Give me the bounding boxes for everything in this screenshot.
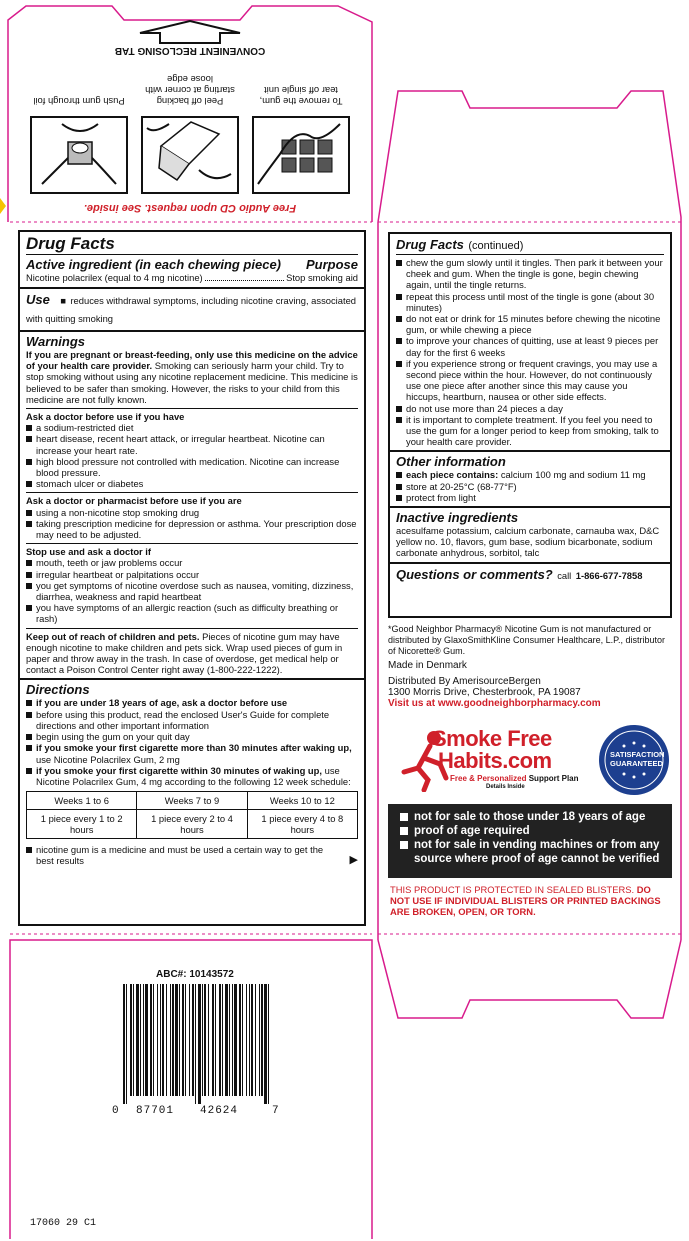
keep-out-of-reach: Keep out of reach of children and pets. Pieces of nicotine gum may have enough nicotine to make children and pets sick. Wrap used pieces of gum in paper and throw away in the trash. In case of overdose, get medical help or contact a Poison Control Center right away (1-800-222-1222). xyxy=(26,628,358,676)
other-information-heading: Other information xyxy=(396,454,506,470)
schedule-dose: 1 piece every 4 to 8 hours xyxy=(247,810,357,839)
logo-line-1: Smoke Free xyxy=(432,726,552,751)
questions-heading: Questions or comments? xyxy=(396,566,553,582)
continue-arrow-icon: ▶ xyxy=(349,853,358,866)
age-restriction-band xyxy=(388,804,672,878)
list-item: you have symptoms of an allergic reaction (such as difficulty breathing or rash) xyxy=(26,602,358,624)
schedule-dose: 1 piece every 2 to 4 hours xyxy=(137,810,247,839)
list-item: each piece contains: calcium 100 mg and sodium 11 mg xyxy=(396,469,664,480)
warnings-heading: Warnings xyxy=(26,334,85,349)
list-item: not for sale in vending machines or from any source where proof of age cannot be verified xyxy=(400,838,664,866)
list-item: not for sale to those under 18 years of age xyxy=(400,810,664,824)
inactive-ingredients-text: acesulfame potassium, calcium carbonate, carnauba wax, D&C yellow no. 10, flavors, gum base, sodium bicarbonate, sodium carbonate anhydrous, sorbitol, talc xyxy=(396,525,660,559)
drug-facts-continued-title: Drug Facts xyxy=(396,237,464,252)
ask-doctor-heading: Ask a doctor before use if you have xyxy=(26,411,185,423)
top-flap xyxy=(20,14,360,214)
drug-facts-continued-panel xyxy=(388,232,672,618)
directions-section xyxy=(20,680,364,869)
tab-arrow-icon xyxy=(100,19,280,45)
schedule-dose: 1 piece every 1 to 2 hours xyxy=(27,810,137,839)
push-through-foil-icon xyxy=(30,116,128,194)
reclosing-tab[interactable] xyxy=(100,16,280,56)
use-section: Use ■ reduces withdrawal symptoms, including nicotine craving, associated with quitting smoking xyxy=(20,289,364,332)
logo-details: Details Inside xyxy=(486,784,525,790)
drug-facts-title: Drug Facts xyxy=(26,234,115,253)
peel-backing-icon xyxy=(141,116,239,194)
schedule-weeks: Weeks 10 to 12 xyxy=(247,792,357,810)
other-information-section xyxy=(390,452,670,508)
other-information-list xyxy=(396,469,664,503)
reclosing-tab-label: CONVENIENT RECLOSING TAB xyxy=(114,45,266,56)
questions-phone: 1-866-677-7858 xyxy=(575,569,643,581)
active-ingredient-heading: Active ingredient (in each chewing piece) xyxy=(26,257,282,272)
list-item: it is important to complete treatment. If you feel you need to use the gum for a longer period to keep from smoking, talk to your health care provider. xyxy=(396,414,664,448)
step-illustration-push xyxy=(30,74,128,194)
schedule-weeks: Weeks 7 to 9 xyxy=(137,792,247,810)
table-row xyxy=(27,792,358,810)
list-item: before using this product, read the enclosed User's Guide for complete directions and other important information xyxy=(26,709,358,731)
list-item: heart disease, recent heart attack, or irregular heartbeat. Nicotine can increase your heart rate. xyxy=(26,433,358,455)
logo-tagline: Free & Personalized Support Plan xyxy=(450,774,579,783)
step-caption: Peel off backing starting at corner with loose edge xyxy=(145,73,235,107)
drug-facts-header xyxy=(20,232,364,289)
tamper-notice: THIS PRODUCT IS PROTECTED IN SEALED BLISTERS. DO NOT USE IF INDIVIDUAL BLISTERS OR PRINTED BACKINGS ARE BROKEN, OPEN, OR TORN. xyxy=(390,884,661,918)
drug-facts-panel xyxy=(18,230,366,926)
list-item: high blood pressure not controlled with medication. Nicotine can increase blood pressure. xyxy=(26,456,358,478)
smoke-free-habits-logo xyxy=(400,726,590,796)
active-ingredient-row xyxy=(26,272,358,284)
continued-list xyxy=(396,254,664,447)
ask-pharmacist-list xyxy=(26,507,358,541)
ask-pharmacist-heading: Ask a doctor or pharmacist before use if you are xyxy=(26,495,242,507)
list-item: if you smoke your first cigarette within 30 minutes of waking up, use Nicotine Polacrilex Gum, 4 mg according to the following 12 week schedule: xyxy=(26,765,358,787)
questions-call: call xyxy=(557,569,572,581)
made-in: Made in Denmark xyxy=(388,660,467,672)
list-item: to improve your chances of quitting, use at least 9 pieces per day for the first 6 weeks xyxy=(396,335,664,357)
trademark-disclaimer: *Good Neighbor Pharmacy® Nicotine Gum is not manufactured or distributed by GlaxoSmithKline Consumer Healthcare, L.P., distributor of Nicorette® Gum. xyxy=(388,624,665,656)
purpose-heading: Purpose xyxy=(305,257,358,272)
continued-directions xyxy=(390,234,670,452)
schedule-weeks: Weeks 1 to 6 xyxy=(27,792,137,810)
list-item: store at 20-25°C (68-77°F) xyxy=(396,481,664,492)
ask-doctor-list xyxy=(26,422,358,489)
list-item: taking prescription medicine for depression or asthma. Your prescription dose may need to be adjusted. xyxy=(26,518,358,540)
active-ingredient: Nicotine polacrilex (equal to 4 mg nicotine) xyxy=(26,272,203,283)
questions-section xyxy=(390,564,670,587)
audio-cd-note: Free Audio CD upon request. See inside. xyxy=(83,202,297,214)
step-caption: Push gum through foil xyxy=(33,96,125,107)
stop-use-heading: Stop use and ask a doctor if xyxy=(26,546,152,558)
list-item: using a non-nicotine stop smoking drug xyxy=(26,507,358,518)
abc-number: ABC#: 10143572 xyxy=(156,969,234,980)
list-item: do not eat or drink for 15 minutes before chewing the nicotine gum, or while chewing a piece xyxy=(396,313,664,335)
satisfaction-seal xyxy=(598,724,670,796)
list-item: nicotine gum is a medicine and must be used a certain way to get the best results xyxy=(26,844,342,866)
continued-suffix: (continued) xyxy=(468,240,524,252)
pregnancy-warning: If you are pregnant or breast-feeding, only use this medicine on the advice of your health care provider. Smoking can seriously harm your child. Try to stop smoking without using any nicotine replacement medicine. This medicine is believed to be safer than smoking. However, the risks to your child from this medicine are not fully known. xyxy=(26,349,358,405)
stop-use-list xyxy=(26,557,358,624)
warnings-section xyxy=(20,332,364,680)
list-item: stomach ulcer or diabetes xyxy=(26,478,358,489)
tear-off-icon xyxy=(252,116,350,194)
table-row xyxy=(27,810,358,839)
distributed-by: Distributed By AmerisourceBergen xyxy=(388,675,541,687)
list-item: if you are under 18 years of age, ask a doctor before use xyxy=(26,697,358,708)
list-item: a sodium-restricted diet xyxy=(26,422,358,433)
directions-heading: Directions xyxy=(26,682,90,698)
list-item: if you smoke your first cigarette more than 30 minutes after waking up, use Nicotine Polacrilex Gum, 2 mg xyxy=(26,742,358,764)
distributor-info xyxy=(388,624,672,709)
barcode xyxy=(121,984,273,1104)
address: 1300 Morris Drive, Chesterbrook, PA 19087 xyxy=(388,686,581,698)
list-item: repeat this process until most of the tingle is gone (about 30 minutes) xyxy=(396,291,664,313)
step-illustration-peel xyxy=(141,74,239,194)
directions-list xyxy=(26,697,358,787)
list-item: do not use more than 24 pieces a day xyxy=(396,403,664,414)
list-item: you get symptoms of nicotine overdose such as nausea, vomiting, dizziness, diarrhea, weakness and rapid heartbeat xyxy=(26,580,358,602)
lot-code: 17060 29 C1 xyxy=(30,1218,97,1229)
list-item: chew the gum slowly until it tingles. Then park it between your cheek and gum. When the tingle is gone, begin chewing again, until the tingle returns. xyxy=(396,257,664,291)
logo-line-2: Habits.com xyxy=(438,748,552,773)
list-item: irregular heartbeat or palpitations occur xyxy=(26,569,358,580)
instruction-steps xyxy=(30,74,350,194)
age-restriction-list xyxy=(400,810,664,866)
step-illustration-tear xyxy=(252,74,350,194)
website-link[interactable]: Visit us at www.goodneighborpharmacy.com xyxy=(388,698,601,709)
seal-text: SATISFACTION GUARANTEED xyxy=(610,750,665,768)
inactive-ingredients-section xyxy=(390,508,670,564)
list-item: begin using the gum on your quit day xyxy=(26,731,358,742)
step-caption: To remove the gum, tear off single unit xyxy=(259,84,343,107)
list-item: mouth, teeth or jaw problems occur xyxy=(26,557,358,568)
use-text: reduces withdrawal symptoms, including nicotine craving, associated with quitting smoking xyxy=(26,295,356,324)
list-item: if you experience strong or frequent cravings, you may use a second piece within the hour. However, do not continuously use one piece after another since this may cause you hiccups, heartburn, nausea or other side effects. xyxy=(396,358,664,403)
dosing-schedule-table xyxy=(26,791,358,839)
inactive-ingredients-heading: Inactive ingredients xyxy=(396,510,519,526)
purpose: Stop smoking aid xyxy=(286,272,358,283)
use-heading: Use xyxy=(26,292,50,307)
list-item: protect from light xyxy=(396,492,664,503)
list-item: proof of age required xyxy=(400,824,664,838)
